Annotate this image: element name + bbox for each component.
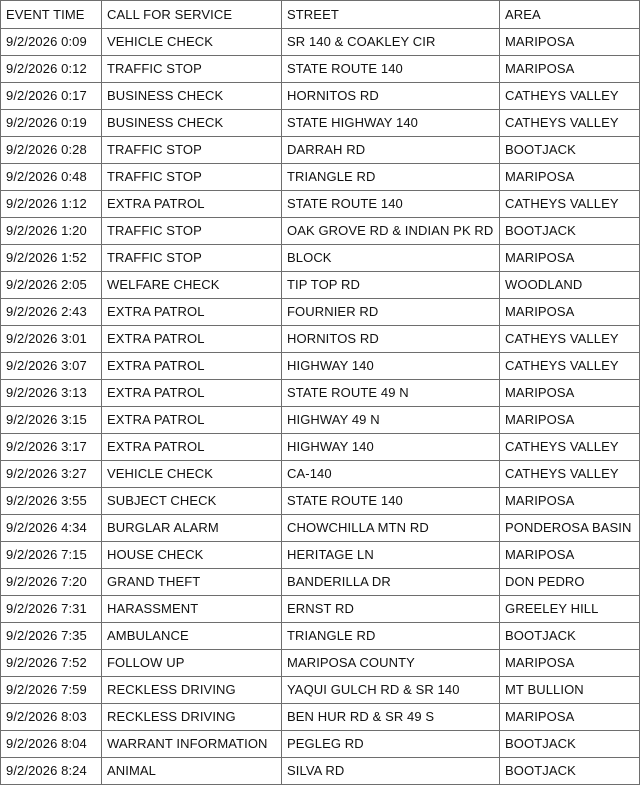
call-for-service-cell: TRAFFIC STOP xyxy=(102,164,282,191)
area-cell: MARIPOSA xyxy=(500,380,640,407)
street-cell: OAK GROVE RD & INDIAN PK RD xyxy=(282,218,500,245)
event-time-cell: 9/2/2026 3:07 xyxy=(1,353,102,380)
event-time-cell: 9/2/2026 3:13 xyxy=(1,380,102,407)
street-cell: BEN HUR RD & SR 49 S xyxy=(282,704,500,731)
call-for-service-cell: AMBULANCE xyxy=(102,623,282,650)
area-cell: MARIPOSA xyxy=(500,650,640,677)
call-for-service-cell: FOLLOW UP xyxy=(102,650,282,677)
street-cell: STATE ROUTE 140 xyxy=(282,191,500,218)
table-header xyxy=(1,1,640,29)
area-cell: BOOTJACK xyxy=(500,137,640,164)
table-row xyxy=(1,380,640,407)
street-cell: TRIANGLE RD xyxy=(282,164,500,191)
table-row xyxy=(1,407,640,434)
call-for-service-cell: ANIMAL xyxy=(102,758,282,785)
event-time-cell: 9/2/2026 7:59 xyxy=(1,677,102,704)
area-cell: WOODLAND xyxy=(500,272,640,299)
area-cell: BOOTJACK xyxy=(500,623,640,650)
table-row xyxy=(1,245,640,272)
area-cell: BOOTJACK xyxy=(500,758,640,785)
area-cell: MARIPOSA xyxy=(500,704,640,731)
street-cell: HERITAGE LN xyxy=(282,542,500,569)
area-cell: MARIPOSA xyxy=(500,29,640,56)
column-header-call-for-service: CALL FOR SERVICE xyxy=(102,1,282,29)
call-for-service-cell: WELFARE CHECK xyxy=(102,272,282,299)
area-cell: PONDEROSA BASIN xyxy=(500,515,640,542)
event-time-cell: 9/2/2026 0:19 xyxy=(1,110,102,137)
street-cell: TRIANGLE RD xyxy=(282,623,500,650)
call-for-service-cell: VEHICLE CHECK xyxy=(102,461,282,488)
call-for-service-cell: EXTRA PATROL xyxy=(102,434,282,461)
event-time-cell: 9/2/2026 7:20 xyxy=(1,569,102,596)
column-header-street: STREET xyxy=(282,1,500,29)
street-cell: BLOCK xyxy=(282,245,500,272)
table-row xyxy=(1,56,640,83)
table-row xyxy=(1,542,640,569)
table-row xyxy=(1,326,640,353)
table-row xyxy=(1,137,640,164)
area-cell: CATHEYS VALLEY xyxy=(500,83,640,110)
table-row xyxy=(1,461,640,488)
street-cell: YAQUI GULCH RD & SR 140 xyxy=(282,677,500,704)
area-cell: MARIPOSA xyxy=(500,164,640,191)
area-cell: CATHEYS VALLEY xyxy=(500,191,640,218)
call-for-service-cell: SUBJECT CHECK xyxy=(102,488,282,515)
call-for-service-cell: HARASSMENT xyxy=(102,596,282,623)
table-row xyxy=(1,191,640,218)
call-for-service-cell: GRAND THEFT xyxy=(102,569,282,596)
street-cell: TIP TOP RD xyxy=(282,272,500,299)
area-cell: MARIPOSA xyxy=(500,407,640,434)
event-time-cell: 9/2/2026 3:17 xyxy=(1,434,102,461)
event-time-cell: 9/2/2026 1:52 xyxy=(1,245,102,272)
street-cell: BANDERILLA DR xyxy=(282,569,500,596)
call-for-service-cell: EXTRA PATROL xyxy=(102,299,282,326)
table-row xyxy=(1,515,640,542)
call-for-service-cell: VEHICLE CHECK xyxy=(102,29,282,56)
event-time-cell: 9/2/2026 2:05 xyxy=(1,272,102,299)
column-header-event-time: EVENT TIME xyxy=(1,1,102,29)
call-for-service-cell: TRAFFIC STOP xyxy=(102,218,282,245)
event-time-cell: 9/2/2026 8:03 xyxy=(1,704,102,731)
table-row xyxy=(1,650,640,677)
area-cell: BOOTJACK xyxy=(500,731,640,758)
call-for-service-cell: EXTRA PATROL xyxy=(102,191,282,218)
call-for-service-cell: WARRANT INFORMATION xyxy=(102,731,282,758)
area-cell: MT BULLION xyxy=(500,677,640,704)
call-for-service-cell: BURGLAR ALARM xyxy=(102,515,282,542)
event-time-cell: 9/2/2026 8:24 xyxy=(1,758,102,785)
table-row xyxy=(1,434,640,461)
event-time-cell: 9/2/2026 1:20 xyxy=(1,218,102,245)
street-cell: STATE ROUTE 140 xyxy=(282,56,500,83)
street-cell: ERNST RD xyxy=(282,596,500,623)
area-cell: CATHEYS VALLEY xyxy=(500,110,640,137)
event-time-cell: 9/2/2026 0:12 xyxy=(1,56,102,83)
table-row xyxy=(1,299,640,326)
table-row xyxy=(1,488,640,515)
area-cell: CATHEYS VALLEY xyxy=(500,326,640,353)
street-cell: HORNITOS RD xyxy=(282,83,500,110)
street-cell: HIGHWAY 49 N xyxy=(282,407,500,434)
table-row xyxy=(1,704,640,731)
table-row xyxy=(1,623,640,650)
event-time-cell: 9/2/2026 1:12 xyxy=(1,191,102,218)
call-for-service-cell: EXTRA PATROL xyxy=(102,407,282,434)
event-time-cell: 9/2/2026 0:09 xyxy=(1,29,102,56)
call-for-service-cell: HOUSE CHECK xyxy=(102,542,282,569)
table-row xyxy=(1,353,640,380)
table-row xyxy=(1,272,640,299)
call-for-service-cell: RECKLESS DRIVING xyxy=(102,677,282,704)
event-time-cell: 9/2/2026 3:27 xyxy=(1,461,102,488)
event-time-cell: 9/2/2026 0:28 xyxy=(1,137,102,164)
call-for-service-cell: EXTRA PATROL xyxy=(102,353,282,380)
call-for-service-cell: TRAFFIC STOP xyxy=(102,56,282,83)
area-cell: CATHEYS VALLEY xyxy=(500,434,640,461)
area-cell: MARIPOSA xyxy=(500,488,640,515)
table-row xyxy=(1,677,640,704)
street-cell: HORNITOS RD xyxy=(282,326,500,353)
event-time-cell: 9/2/2026 3:01 xyxy=(1,326,102,353)
street-cell: DARRAH RD xyxy=(282,137,500,164)
table-row xyxy=(1,110,640,137)
area-cell: MARIPOSA xyxy=(500,245,640,272)
street-cell: STATE ROUTE 140 xyxy=(282,488,500,515)
event-time-cell: 9/2/2026 3:55 xyxy=(1,488,102,515)
street-cell: STATE HIGHWAY 140 xyxy=(282,110,500,137)
street-cell: HIGHWAY 140 xyxy=(282,434,500,461)
street-cell: STATE ROUTE 49 N xyxy=(282,380,500,407)
street-cell: CHOWCHILLA MTN RD xyxy=(282,515,500,542)
area-cell: MARIPOSA xyxy=(500,299,640,326)
area-cell: CATHEYS VALLEY xyxy=(500,353,640,380)
call-for-service-cell: TRAFFIC STOP xyxy=(102,245,282,272)
area-cell: BOOTJACK xyxy=(500,218,640,245)
table-row xyxy=(1,164,640,191)
street-cell: FOURNIER RD xyxy=(282,299,500,326)
event-time-cell: 9/2/2026 3:15 xyxy=(1,407,102,434)
table-row xyxy=(1,731,640,758)
event-time-cell: 9/2/2026 0:48 xyxy=(1,164,102,191)
street-cell: CA-140 xyxy=(282,461,500,488)
area-cell: CATHEYS VALLEY xyxy=(500,461,640,488)
event-time-cell: 9/2/2026 8:04 xyxy=(1,731,102,758)
call-for-service-cell: BUSINESS CHECK xyxy=(102,110,282,137)
call-for-service-cell: TRAFFIC STOP xyxy=(102,137,282,164)
event-time-cell: 9/2/2026 4:34 xyxy=(1,515,102,542)
table-row xyxy=(1,29,640,56)
street-cell: MARIPOSA COUNTY xyxy=(282,650,500,677)
street-cell: HIGHWAY 140 xyxy=(282,353,500,380)
street-cell: PEGLEG RD xyxy=(282,731,500,758)
call-for-service-cell: EXTRA PATROL xyxy=(102,326,282,353)
street-cell: SR 140 & COAKLEY CIR xyxy=(282,29,500,56)
call-for-service-cell: RECKLESS DRIVING xyxy=(102,704,282,731)
area-cell: MARIPOSA xyxy=(500,542,640,569)
event-time-cell: 9/2/2026 7:15 xyxy=(1,542,102,569)
table-row xyxy=(1,218,640,245)
table-body xyxy=(1,29,640,785)
event-time-cell: 9/2/2026 7:35 xyxy=(1,623,102,650)
table-row xyxy=(1,569,640,596)
area-cell: DON PEDRO xyxy=(500,569,640,596)
event-time-cell: 9/2/2026 2:43 xyxy=(1,299,102,326)
table-row xyxy=(1,83,640,110)
column-header-area: AREA xyxy=(500,1,640,29)
call-for-service-cell: EXTRA PATROL xyxy=(102,380,282,407)
area-cell: GREELEY HILL xyxy=(500,596,640,623)
area-cell: MARIPOSA xyxy=(500,56,640,83)
table-row xyxy=(1,758,640,785)
table-row xyxy=(1,596,640,623)
event-time-cell: 9/2/2026 0:17 xyxy=(1,83,102,110)
street-cell: SILVA RD xyxy=(282,758,500,785)
event-time-cell: 9/2/2026 7:31 xyxy=(1,596,102,623)
call-for-service-cell: BUSINESS CHECK xyxy=(102,83,282,110)
event-time-cell: 9/2/2026 7:52 xyxy=(1,650,102,677)
header-row xyxy=(1,1,640,29)
